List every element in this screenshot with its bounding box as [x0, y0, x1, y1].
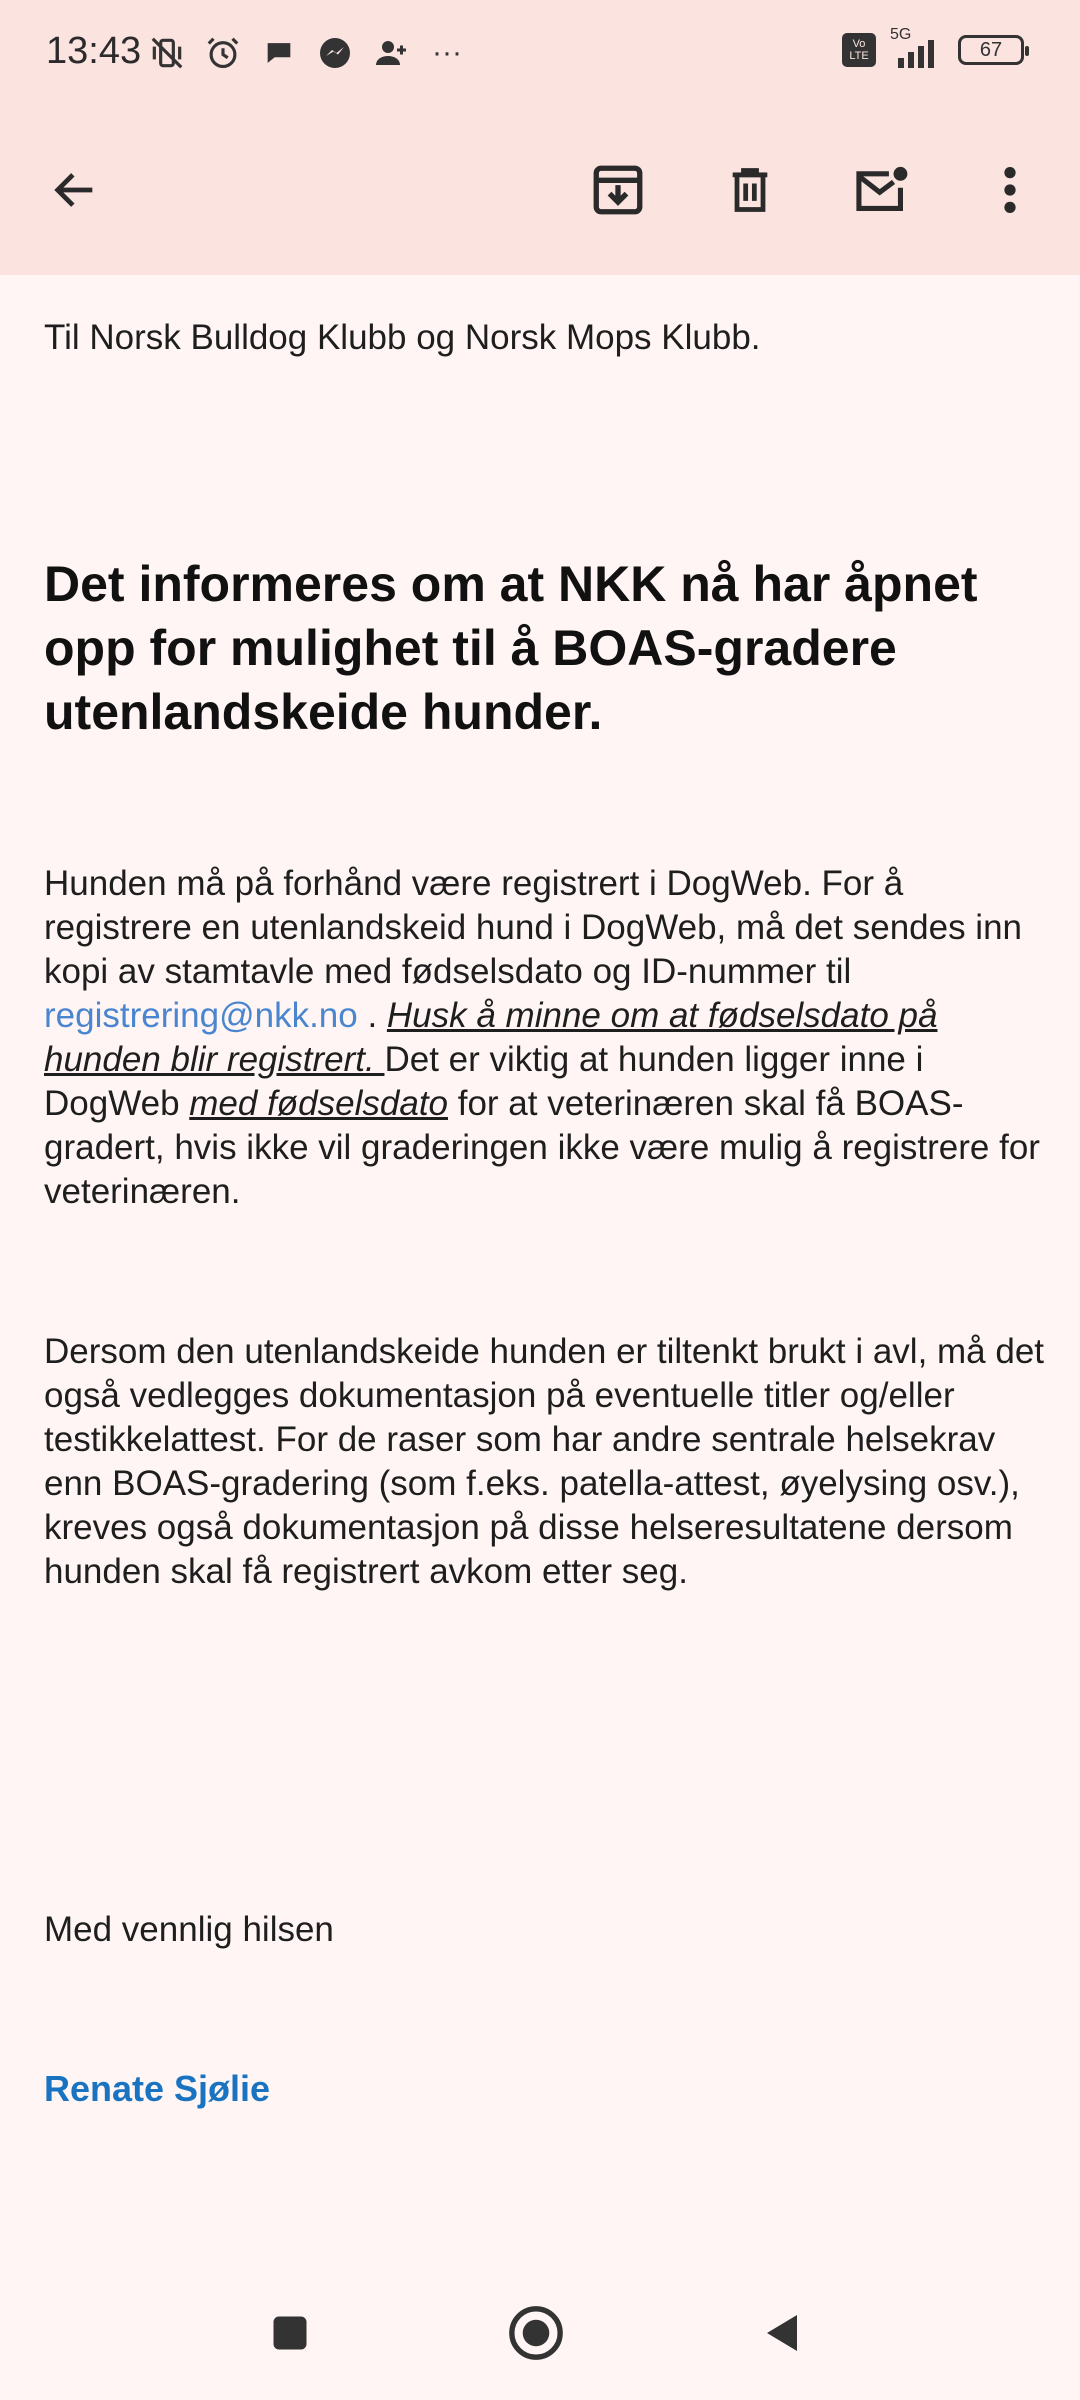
- email-greeting: Til Norsk Bulldog Klubb og Norsk Mops Klubb.: [44, 318, 761, 357]
- nav-back-button[interactable]: [748, 2298, 818, 2368]
- para1-text-3: Det er viktig at hunden ligger inne i DogWeb: [44, 1040, 924, 1123]
- volte-icon: [842, 33, 876, 67]
- para1-emphasis-1: Husk å minne om at fødselsdato på hunden blir registrert.: [44, 996, 938, 1079]
- status-time: 13:43: [46, 30, 142, 72]
- mark-unread-icon: [852, 161, 912, 219]
- home-circle-icon: [507, 2304, 565, 2362]
- messenger-icon: [316, 34, 354, 72]
- back-arrow-icon: [49, 164, 101, 216]
- chat-bubble-icon: [260, 34, 298, 72]
- email-toolbar: [0, 110, 1080, 275]
- volte-label: Vo LTE: [849, 38, 869, 62]
- home-button[interactable]: [501, 2298, 571, 2368]
- notification-icons: [148, 34, 466, 72]
- para1-emphasis-2: med fødselsdato: [189, 1084, 449, 1123]
- more-options-button[interactable]: [970, 150, 1050, 230]
- network-signal: [890, 26, 944, 68]
- email-link[interactable]: registrering@nkk.no: [44, 996, 358, 1035]
- email-closing: Med vennlig hilsen: [44, 1910, 334, 1949]
- alarm-icon: [204, 34, 242, 72]
- archive-button[interactable]: [578, 150, 658, 230]
- delete-icon: [724, 161, 776, 219]
- add-contact-icon: [372, 34, 410, 72]
- status-bar: [0, 0, 1080, 110]
- recents-square-icon: [268, 2311, 312, 2355]
- network-type: 5G: [890, 26, 912, 43]
- recents-button[interactable]: [255, 2298, 325, 2368]
- email-paragraph-2: Dersom den utenlandskeide hunden er tiltenkt brukt i avl, må det også vedlegges dokumentasjon på eventuelle titler og/eller testikkelattest. For de raser som har andre sentrale helsekrav enn BOAS-gradering (som f.eks. patella-attest, øyelysing osv.), kreves også dokumentasjon på disse helseresultatene dersom hunden skal få registrert avkom etter seg.: [44, 1332, 1045, 1591]
- mark-unread-button[interactable]: [842, 150, 922, 230]
- delete-button[interactable]: [710, 150, 790, 230]
- back-triangle-icon: [759, 2309, 807, 2357]
- battery-icon: [958, 35, 1024, 65]
- more-notifications: ···: [432, 36, 462, 69]
- para1-text-1: Hunden må på forhånd være registrert i DogWeb. For å registrere en utenlandskeid hund i DogWeb, må det sendes inn kopi av stamtavle med fødselsdato og ID-nummer til: [44, 864, 1023, 991]
- para1-text-2: .: [357, 996, 387, 1035]
- email-headline: Det informeres om at NKK nå har åpnet opp for mulighet til å BOAS-gradere utenlandskeide hunder.: [44, 556, 978, 740]
- archive-icon: [589, 161, 647, 219]
- vibrate-off-icon: [148, 34, 186, 72]
- para1-text-4: for at veterinæren skal få BOAS-gradert, hvis ikke vil graderingen ikke være mulig å registrere for veterinæren.: [44, 1084, 1040, 1211]
- back-button[interactable]: [35, 150, 115, 230]
- battery-level: 67: [979, 38, 1003, 61]
- system-navbar: [0, 2270, 1080, 2400]
- email-signature[interactable]: Renate Sjølie: [44, 2068, 271, 2109]
- email-paragraph-1: [44, 862, 1044, 1214]
- system-status-icons: [842, 26, 1024, 68]
- more-vert-icon: [1000, 164, 1020, 216]
